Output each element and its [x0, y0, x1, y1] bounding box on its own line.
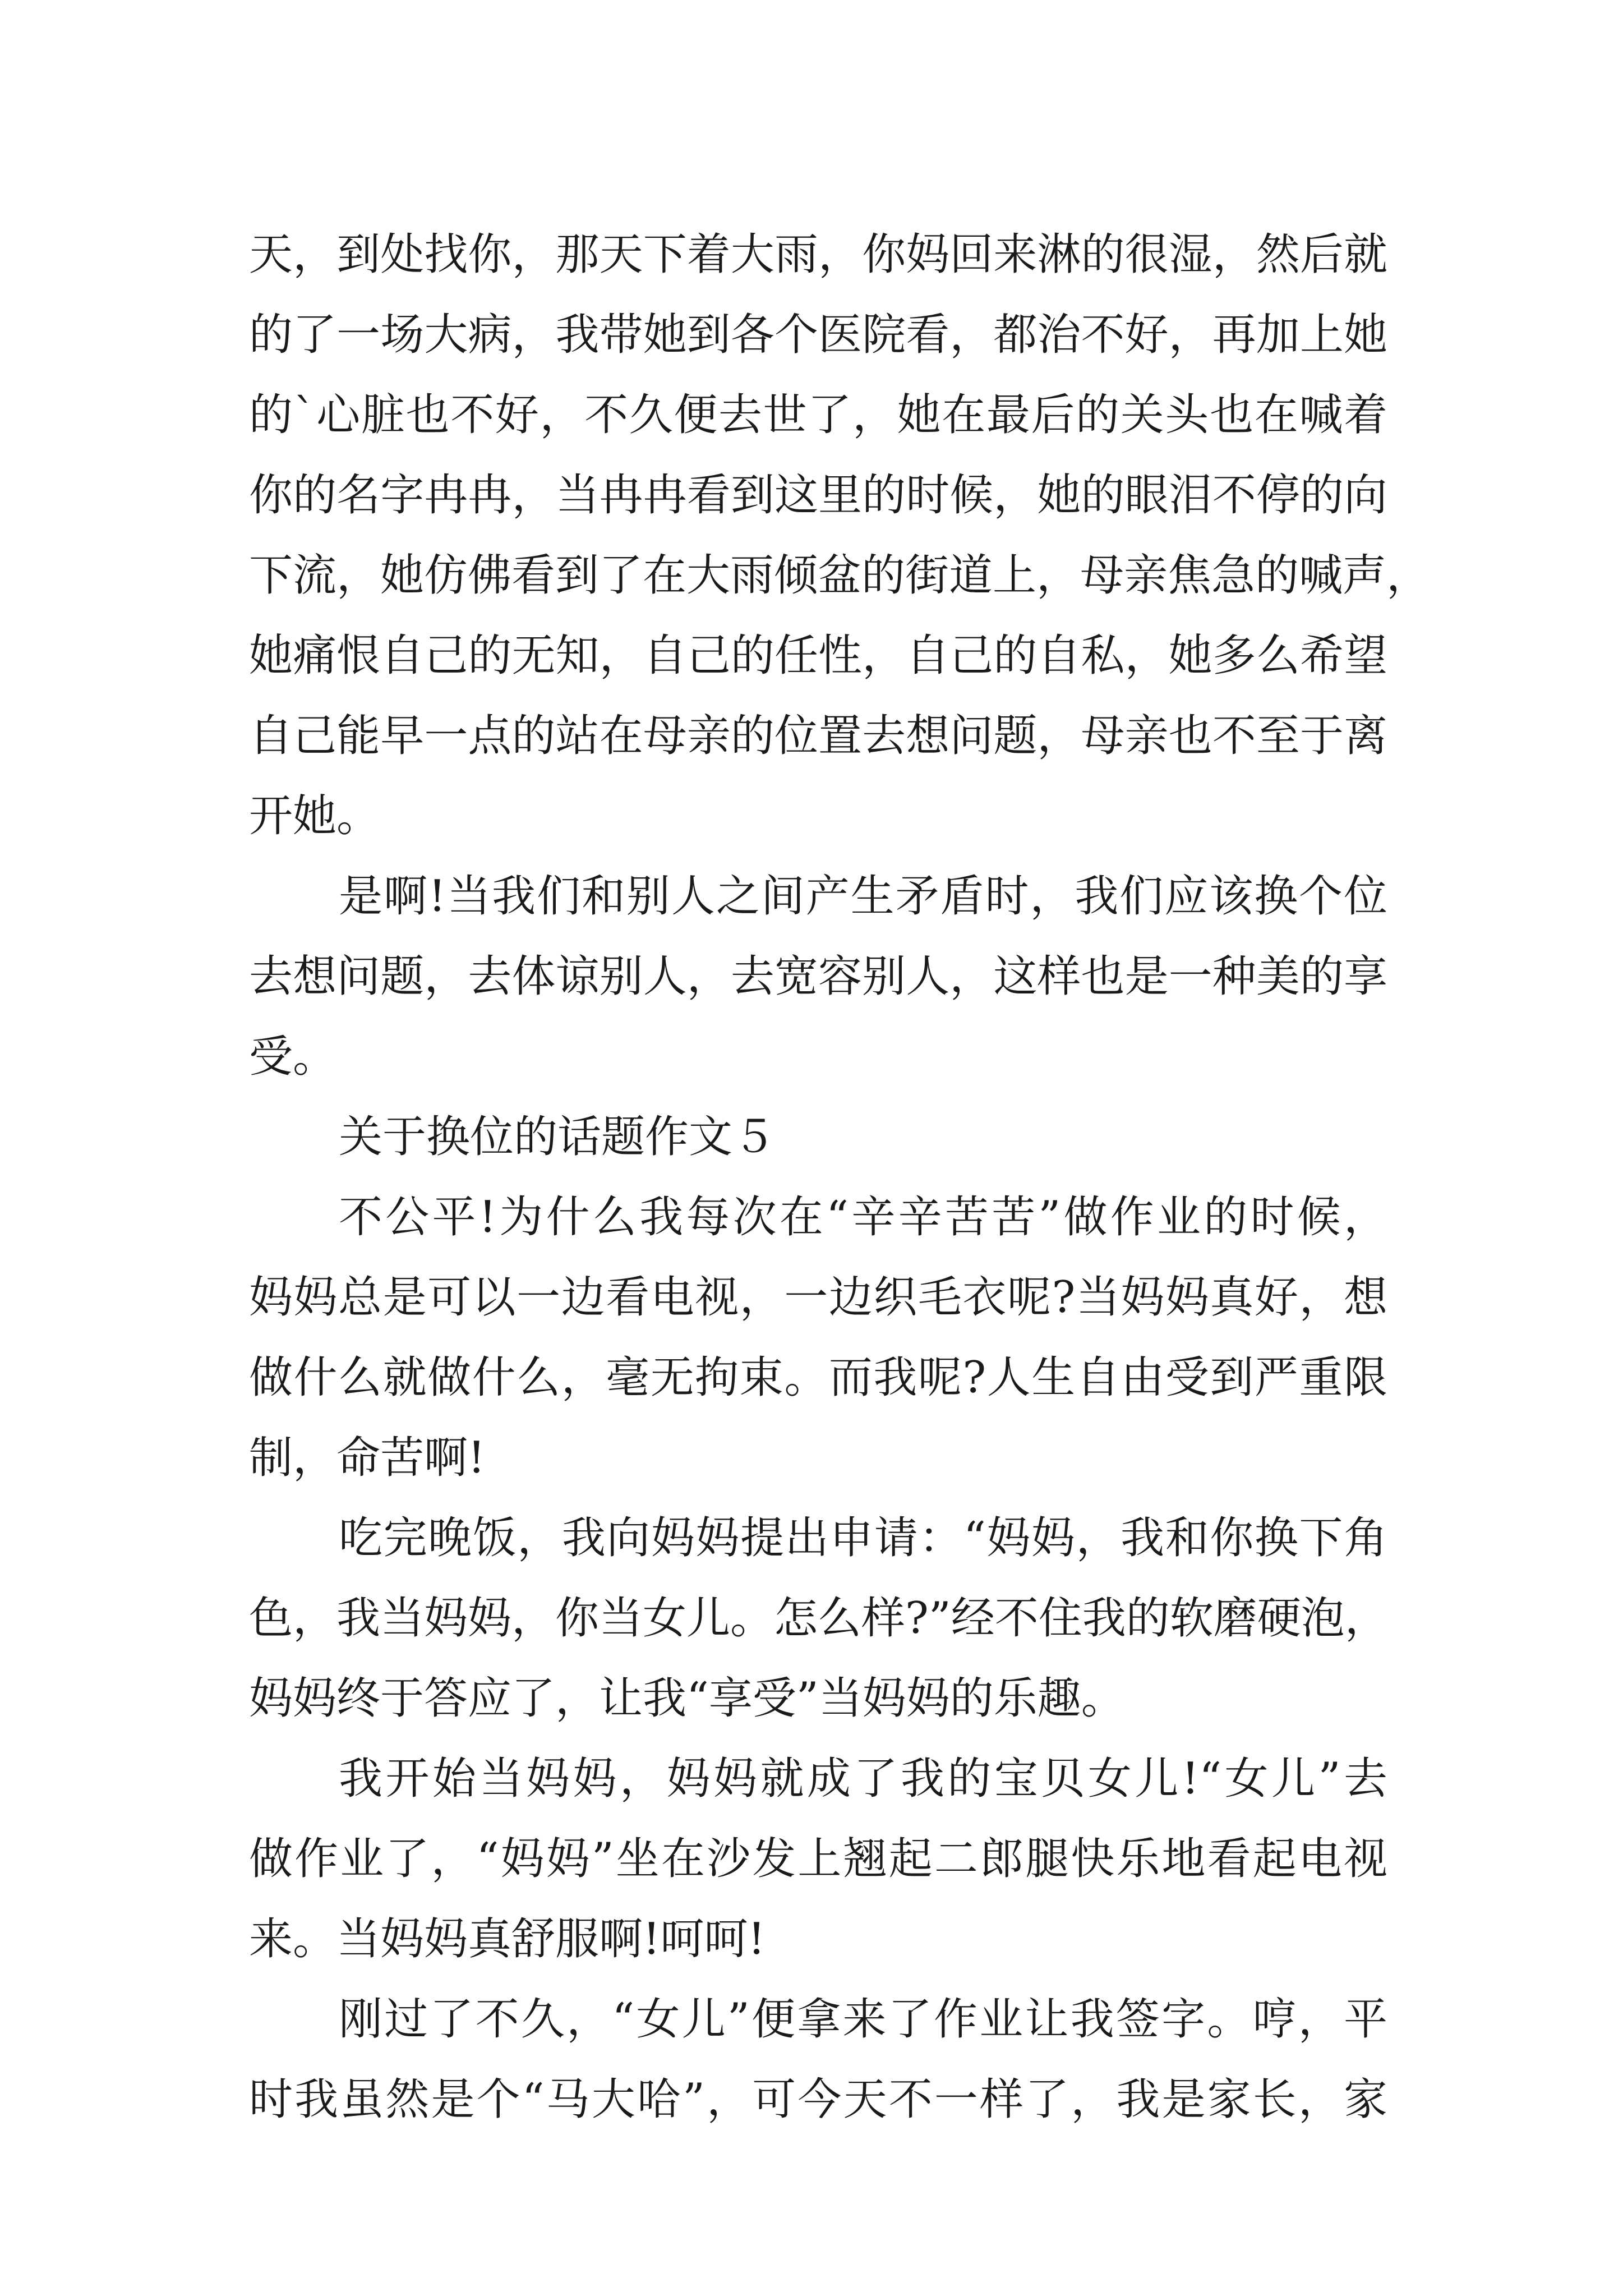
text-line: 天，到处找你，那天下着大雨，你妈回来淋的很湿，然后就 [249, 229, 1387, 280]
text-line: 制，命苦啊! [249, 1433, 486, 1483]
document-body [249, 215, 1431, 2140]
paragraph-first-line: 我开始当妈妈，妈妈就成了我的宝贝女儿!“女儿”去 [339, 1754, 1387, 1804]
paragraph-first-line: 不公平!为什么我每次在“辛辛苦苦”做作业的时候， [339, 1192, 1387, 1243]
text-line: 色，我当妈妈，你当女儿。怎么样?”经不住我的软磨硬泡， [249, 1593, 1389, 1644]
text-line: 你的名字冉冉，当冉冉看到这里的时候，她的眼泪不停的向 [249, 470, 1387, 521]
text-line: 做作业了，“妈妈”坐在沙发上翘起二郎腿快乐地看起电视 [249, 1834, 1387, 1884]
text-line: 妈妈终于答应了，让我“享受”当妈妈的乐趣。 [249, 1673, 1125, 1724]
paragraph-first-line: 是啊!当我们和别人之间产生矛盾时，我们应该换个位 [339, 871, 1387, 922]
text-line: 去想问题，去体谅别人，去宽容别人，这样也是一种美的享 [249, 951, 1387, 1002]
text-line: 妈妈总是可以一边看电视，一边织毛衣呢?当妈妈真好，想 [249, 1272, 1387, 1323]
text-line: 时我虽然是个“马大哈”，可今天不一样了，我是家长，家 [249, 2074, 1387, 2125]
text-line: 的`心脏也不好，不久便去世了，她在最后的关头也在喊着 [249, 390, 1387, 440]
text-line: 的了一场大病，我带她到各个医院看，都治不好，再加上她 [249, 310, 1387, 360]
paragraph-first-line: 吃完晚饭，我向妈妈提出申请：“妈妈，我和你换下角 [339, 1513, 1387, 1563]
text-line: 她痛恨自己的无知，自己的任性，自己的自私，她多么希望 [249, 631, 1387, 681]
text-line: 自己能早一点的站在母亲的位置去想问题，母亲也不至于离 [249, 711, 1387, 761]
text-line: 来。当妈妈真舒服啊!呵呵! [249, 1914, 766, 1964]
text-line: 受。 [249, 1032, 337, 1082]
paragraph-first-line: 刚过了不久，“女儿”便拿来了作业让我签字。哼，平 [339, 1994, 1387, 2045]
text-line: 做什么就做什么，毫无拘束。而我呢?人生自由受到严重限 [249, 1352, 1387, 1403]
text-line: 开她。 [249, 791, 381, 841]
section-heading: 关于换位的话题作文５ [339, 1112, 777, 1162]
text-line: 下流，她仿佛看到了在大雨倾盆的街道上，母亲焦急的喊声， [249, 550, 1431, 601]
